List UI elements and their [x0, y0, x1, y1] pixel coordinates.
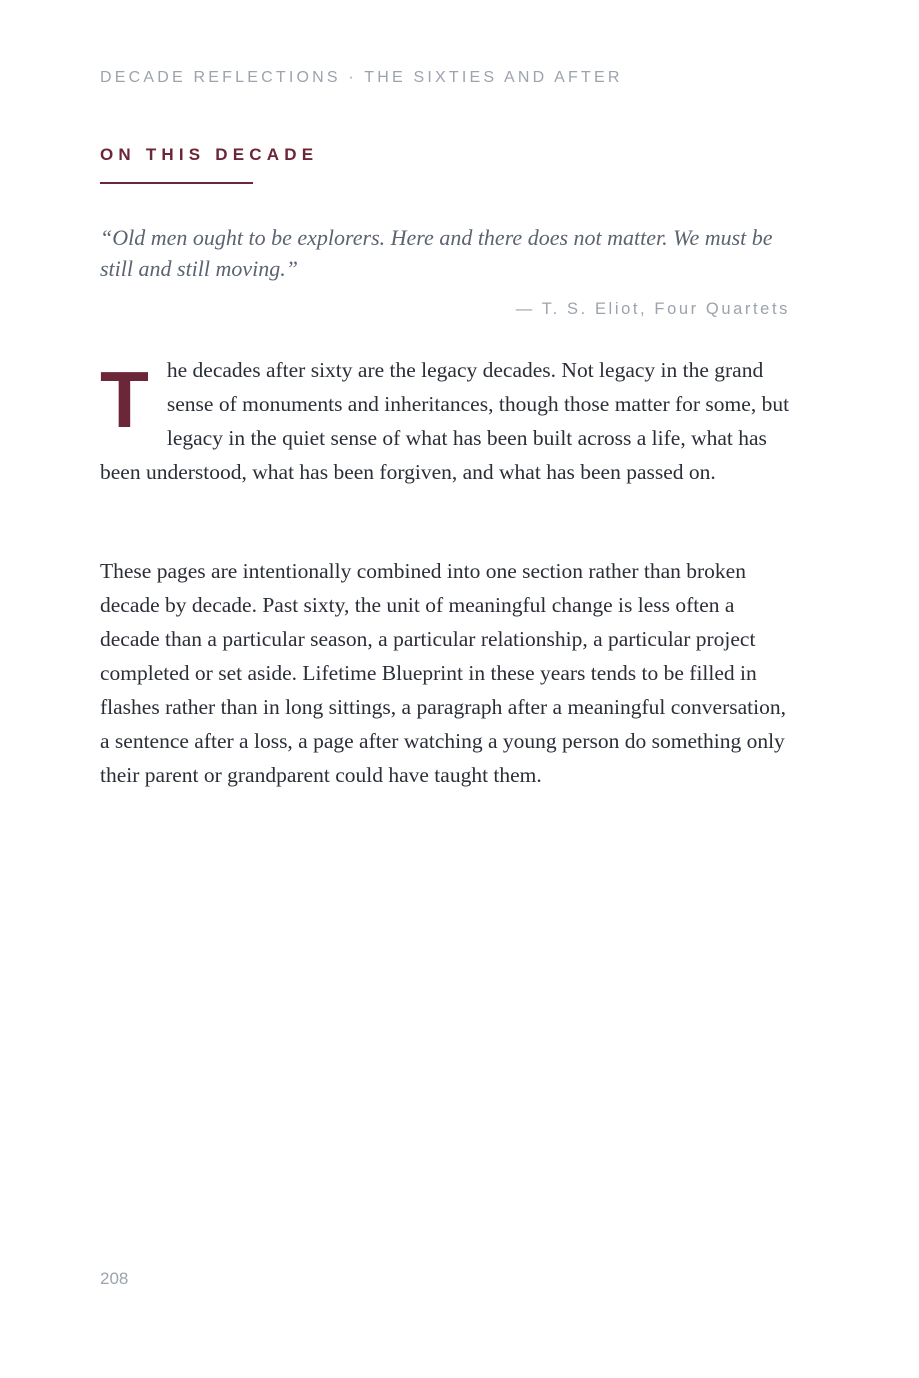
section-title: ON THIS DECADE	[100, 145, 319, 164]
epigraph-quote: “Old men ought to be explorers. Here and there does not matter. We must be still and still moving.”	[100, 225, 773, 281]
title-underline	[100, 182, 253, 184]
body-paragraph-1-text: he decades after sixty are the legacy decades. Not legacy in the grand sense of monuments and inheritances, though those matter for some, but legacy in the quiet sense of what has been built across a life, what has been understood, what has been forgiven, and what has been passed on.	[100, 358, 790, 484]
drop-cap: T	[100, 355, 149, 444]
epigraph-attribution: — T. S. Eliot, Four Quartets	[515, 300, 790, 318]
body-paragraph-2: These pages are intentionally combined into one section rather than broken decade by decade. Past sixty, the unit of meaningful change is less often a decade than a particular season, a particular relationship, a particular project completed or set aside. Lifetime Blueprint in these years tends to be filled in flashes rather than in long sittings, a paragraph after a meaningful conversation, a sentence after a loss, a page after watching a young person do something only their parent or grandparent could have taught them.	[100, 559, 786, 787]
running-head: DECADE REFLECTIONS · THE SIXTIES AND AFTER	[100, 69, 623, 86]
body-paragraph-1	[100, 353, 790, 489]
page-number: 208	[100, 1269, 129, 1288]
